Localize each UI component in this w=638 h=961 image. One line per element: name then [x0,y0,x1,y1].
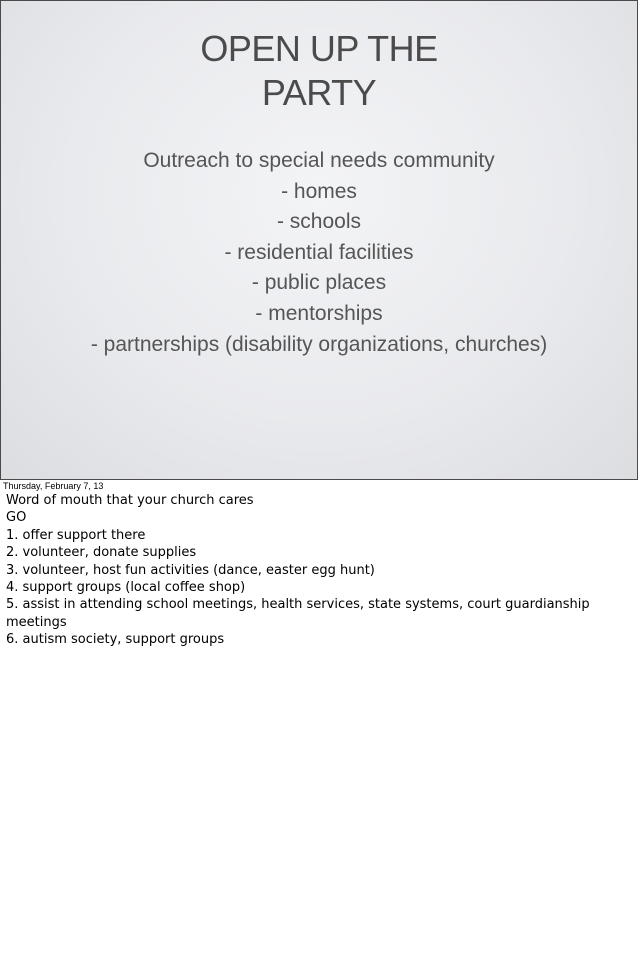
notes-line: 1. offer support there [6,527,146,543]
slide-title [1,27,637,115]
notes-line: 4. support groups (local coffee shop) [6,580,246,596]
speaker-notes [6,492,626,649]
notes-line: meetings [6,614,67,630]
slide-bullet: - mentorships [255,301,383,325]
slide-bullet: - schools [276,210,362,234]
slide-bullet: - partnerships (disability organizations, churches) [90,332,548,356]
notes-line: 2. volunteer, donate supplies [6,545,197,561]
slide-title-line: PARTY [261,72,377,113]
notes-line: Word of mouth that your church cares [6,493,254,508]
slide-timestamp: Thursday, February 7, 13 [3,481,104,491]
notes-line: 6. autism society, support groups [6,632,225,648]
slide-body [1,146,637,360]
slide-body-heading: Outreach to special needs community [143,149,495,172]
slide-title-line: OPEN UP THE [200,28,438,69]
slide-bullet: - homes [281,179,357,203]
slide-bullet: - public places [251,271,387,295]
slide-bullet: - residential facilities [224,240,414,264]
notes-line: 5. assist in attending school meetings, health services, state systems, court guardianship [6,597,590,613]
notes-line: 3. volunteer, host fun activities (dance, easter egg hunt) [6,562,375,578]
slide [0,0,638,480]
notes-line: GO [6,510,27,526]
